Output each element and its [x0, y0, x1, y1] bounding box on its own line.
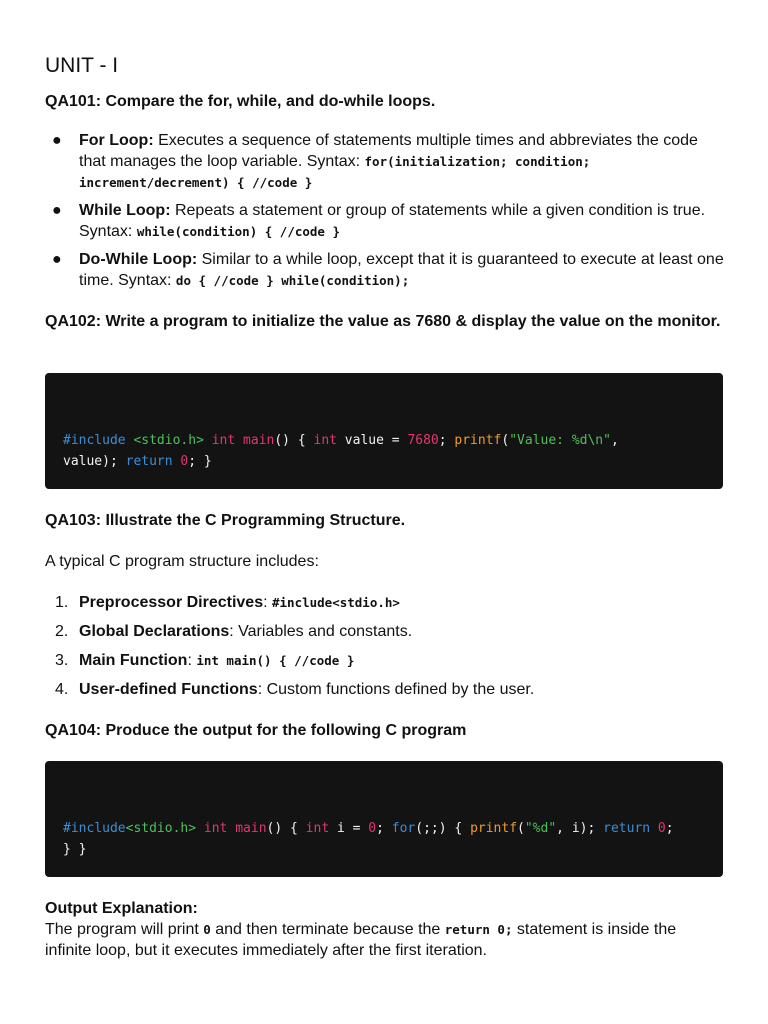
- for-loop-syntax: for(initialization; condition; increment/decrement) { //code }: [79, 154, 591, 190]
- list-item-preprocessor: 1. Preprocessor Directives: #include<stdio.h>: [55, 594, 400, 611]
- qa104-heading: QA104: Produce the output for the following C program: [45, 722, 467, 739]
- qa101-heading: QA101: Compare the for, while, and do-while loops.: [45, 93, 436, 110]
- code-line-2: } }: [63, 842, 87, 857]
- qa103-intro: A typical C program structure includes:: [45, 553, 319, 570]
- bullet-icon: ●: [52, 202, 62, 219]
- code-block-qa102: [45, 373, 723, 489]
- do-while-loop-desc: Similar to a while loop, except that it is guaranteed to execute at least one time. Syntax:: [79, 251, 724, 289]
- list-item-do-while-loop: [45, 249, 725, 291]
- while-loop-syntax: while(condition) { //code }: [136, 224, 341, 239]
- qa103-heading: QA103: Illustrate the C Programming Structure.: [45, 512, 406, 529]
- output-explanation: The program will print 0 and then terminate because the return 0; statement is inside the infinite loop, but it executes immediately after the first iteration.: [45, 921, 677, 959]
- bullet-icon: ●: [52, 132, 62, 149]
- code-block-qa104: [45, 761, 723, 877]
- output-label: Output Explanation:: [45, 900, 198, 917]
- while-loop-desc: Repeats a statement or group of statements while a given condition is true. Syntax:: [79, 202, 706, 240]
- loop-comparison-list: [45, 130, 725, 298]
- list-item-main-function: 3. Main Function: int main() { //code }: [55, 652, 355, 669]
- for-loop-desc: Executes a sequence of statements multiple times and abbreviates the code that manages the loop variable. Syntax:: [79, 132, 698, 170]
- code-line-1: #include<stdio.h> int main() { int i = 0; for(;;) { printf("%d", i); return 0;: [63, 821, 674, 836]
- term-for-loop: For Loop:: [79, 132, 154, 149]
- qa102-heading: QA102: Write a program to initialize the value as 7680 & display the value on the monitor.: [45, 313, 721, 330]
- code-line-1: #include <stdio.h> int main() { int value = 7680; printf("Value: %d\n",: [63, 433, 619, 448]
- do-while-loop-syntax: do { //code } while(condition);: [175, 273, 410, 288]
- list-item-for-loop: [45, 130, 725, 193]
- code-line-2: value); return 0; }: [63, 454, 212, 469]
- bullet-icon: ●: [52, 251, 62, 268]
- term-while-loop: While Loop:: [79, 202, 171, 219]
- structure-list: [45, 592, 725, 708]
- term-do-while-loop: Do-While Loop:: [79, 251, 198, 268]
- unit-title: UNIT - I: [45, 54, 119, 77]
- list-item-user-functions: 4. User-defined Functions: Custom functions defined by the user.: [55, 681, 535, 698]
- list-item-while-loop: [45, 200, 725, 242]
- list-item-global-declarations: 2. Global Declarations: Variables and constants.: [55, 623, 413, 640]
